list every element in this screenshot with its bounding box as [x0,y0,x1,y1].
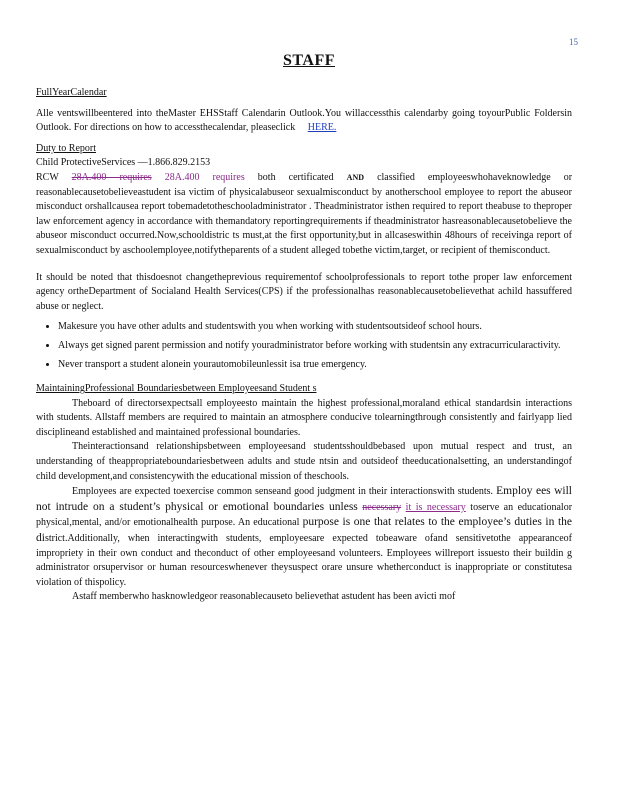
duty-note: It should be noted that thisdoesnot changetheprevious requirementof schoolprofessionals to report tothe proper law enforcement agency ortheDepartment of Socialand Health Services(CPS) if the professionalhas reasonablecausetobelievethat achild hassuffered abuse or neglect. [36,271,572,312]
calendar-link[interactable]: HERE. [307,122,337,134]
p3-deleted-text: necessary [362,501,402,513]
duty-heading: Duty to Report [36,142,96,154]
rcw-inserted-text: 28A.400 requires [164,171,245,183]
page-title: STAFF [283,52,335,69]
p3-emphasis: Employ ees will not intrude on a student’s physical or emotional boundaries unless [36,485,572,513]
p3-end: strict.Additionally, when interactingwith students, employeesare expected tobeaware ofand sensitivetothe appearanceof impropriety in their own conduct and theconduct of other employeesand volunteers. Employees willreport issuesto their buildin g administrator orsupervisor or human resourceswhenever theysuspect orare unsure whetherconduct is inappropriate or constitutesa violation of thispolicy. [36,533,572,588]
calendar-paragraph [36,107,572,136]
boundaries-paragraph-3 [36,484,572,590]
p3-mid: toserve an educationalor physical,mental, and/or emotionalhealth purpose. An educational [36,501,573,529]
boundaries-heading: MaintainingProfessional Boundariesbetween Employeesand Student s [36,383,317,395]
rcw-label: RCW [36,171,59,183]
p3-start: Employees are expected toexercise common senseand good judgment in their interactionswith students. [72,486,494,498]
rcw-and: AND [346,172,365,182]
boundaries-paragraph-1: Theboard of directorsexpectsall employeesto maintain the highest professional,moraland ethical standardsin interactions with students. Allstaff members are required to maintain an atmosphere conducive tolearningthrough consistently and fairlyapp lied disciplineand established and maintained professional boundaries. [36,397,572,438]
rcw-before-and: both certificated [257,171,334,183]
boundaries-paragraph-4: Astaff memberwho hasknowledgeor reasonablecauseto believethat astudent has been avicti mof [72,591,456,603]
rcw-paragraph [36,171,572,259]
list-item: • Always get signed parent permission and notify youradministrator before working with studentsin any extracurricularactivity. [58,339,572,354]
calendar-heading: FullYearCalendar [36,87,107,98]
boundaries-paragraph-2: Theinteractionsand relationshipsbetween employeesand studentsshouldbebased upon mutual respect and trust, an understanding of theappropriateboundariesbetween adults and stude ntsin and outsideof theeducationalsetting, an understandingof child development,and consistencywith the educational mission of theschools. [36,441,572,482]
rcw-deleted-text: 28A.400 requires [71,171,152,183]
rcw-text: classified employeeswhohaveknowledge or reasonablecausetobelieveastudent isa victim of physicalabuseor sexualmisconduct by anotherschool employee to report the abuseor misconduct orshallcausea report tobemadetotheschooladministrator . Theadministrator isthen required to report theabuse to theproper law enforcement agency in accordance with themandatory reportingrequirements if theadministrator hasreasonablecausetobelieve the abuseor misconduct occurred.Now,schooldistric ts must,at the first opportunity,but in allcaseswithin 48hours of receivinga report of sexualmisconduct by aschoolemployee,notifytheparents of a student alleged tobethe victim,target, or recipient of themisconduct. [36,171,573,256]
page-number: 15 [569,37,578,47]
document-body [36,86,572,605]
cps-line: Child ProtectiveServices —1.866.829.2153 [36,157,211,169]
guidelines-list [36,320,572,372]
list-item: • Makesure you have other adults and studentswith you when working with studentsoutsideof school hours. [58,320,572,335]
list-item: • Never transport a student alonein yourautomobileunlessit isa true emergency. [58,358,572,373]
calendar-text: Alle ventswillbeentered into theMaster EHSStaff Calendarin Outlook.You willaccessthis calendarby going toyourPublic Foldersin Outlook. For directions on how to accessthecalendar, pleaseclick [36,107,572,134]
p3-inserted-text: it is necessary [405,501,466,513]
p3-emphasis-2: purpose is one that relates to the employee’s duties in the di [36,516,572,545]
